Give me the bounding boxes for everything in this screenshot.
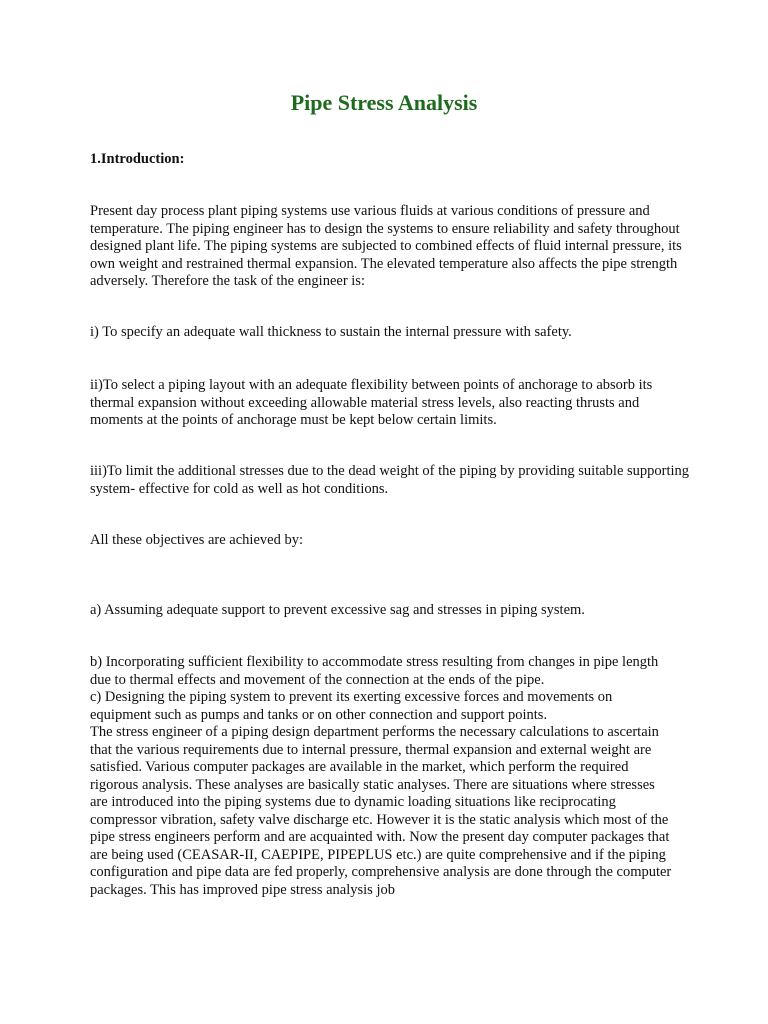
objective-item-b: b) Incorporating sufficient flexibility to accommodate stress resulting from changes in pipe length due to thermal effects and movement of the connection at the ends of the pipe.: [90, 654, 659, 688]
body-text-block: [90, 654, 675, 899]
section-heading: 1.Introduction:: [90, 151, 185, 167]
objective-item-c: c) Designing the piping system to prevent its exerting excessive forces and movements on equipment such as pumps and tanks or on other connection and support points.: [90, 689, 613, 723]
stress-engineer-paragraph: The stress engineer of a piping design department performs the necessary calculations to ascertain that the various requirements due to internal pressure, thermal expansion and external weight are satisfied. Various computer packages are available in the market, which perform the required rigorous analysis. These analyses are basically static analyses. There are situations where stresses are introduced into the piping systems due to dynamic loading situations like reciprocating compressor vibration, safety valve discharge etc. However it is the static analysis which most of the pipe stress engineers perform and are acquainted with. Now the present day computer packages that are being used (CEASAR-II, CAEPIPE, PIPEPLUS etc.) are quite comprehensive and if the piping configuration and pipe data are fed properly, comprehensive analysis are done through the computer packages. This has improved pipe stress analysis job: [90, 724, 672, 898]
task-item-i: i) To specify an adequate wall thickness to sustain the internal pressure with safety.: [90, 324, 572, 340]
intro-paragraph: Present day process plant piping systems use various fluids at various conditions of pressure and temperature. The piping engineer has to design the systems to ensure reliability and safety throughout designed plant life. The piping systems are subjected to combined effects of fluid internal pressure, its own weight and restrained thermal expansion. The elevated temperature also affects the pipe strength adversely. Therefore the task of the engineer is:: [90, 203, 682, 289]
document-title: Pipe Stress Analysis: [290, 90, 478, 115]
objective-item-a: a) Assuming adequate support to prevent excessive sag and stresses in piping system.: [90, 602, 585, 618]
task-item-ii: ii)To select a piping layout with an adequate flexibility between points of anchorage to absorb its thermal expansion without exceeding allowable material stress levels, also reacting thrusts and moments at the points of anchorage must be kept below certain limits.: [90, 377, 653, 428]
task-item-iii: iii)To limit the additional stresses due to the dead weight of the piping by providing suitable supporting system- effective for cold as well as hot conditions.: [90, 463, 690, 497]
objectives-paragraph: All these objectives are achieved by:: [90, 532, 303, 548]
